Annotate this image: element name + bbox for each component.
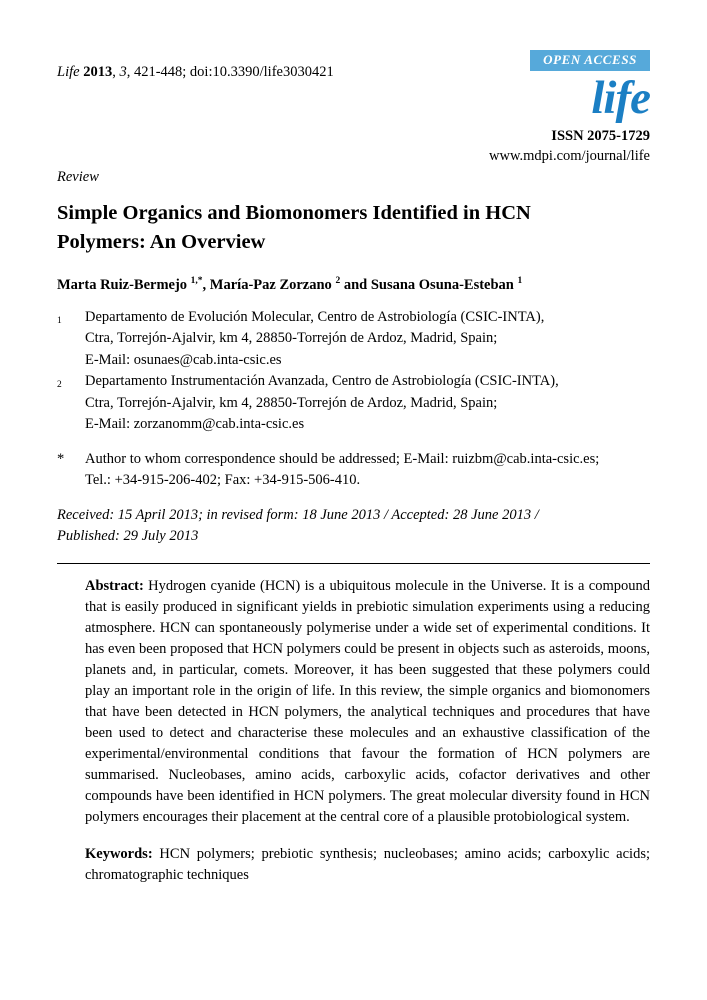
affiliation-1-line-2: Ctra, Torrejón-Ajalvir, km 4, 28850-Torrejón de Ardoz, Madrid, Spain;	[85, 330, 498, 347]
publication-history	[57, 505, 650, 548]
affiliation-1-text	[85, 307, 650, 372]
affiliation-1-marker: 1	[57, 315, 62, 326]
keywords-paragraph	[85, 844, 650, 886]
journal-pages-doi: , 421-448; doi:10.3390/life3030421	[126, 64, 334, 80]
open-access-badge: OPEN ACCESS	[530, 50, 650, 71]
journal-reference	[57, 64, 334, 81]
masthead	[489, 50, 650, 165]
abstract-label: Abstract:	[85, 577, 149, 594]
affiliation-2-email[interactable]: E-Mail: zorzanomm@cab.inta-csic.es	[85, 416, 305, 433]
affiliation-2-line-1: Departamento Instrumentación Avanzada, Centro de Astrobiología (CSIC-INTA),	[85, 373, 559, 390]
correspondence-line-2: Tel.: +34-915-206-402; Fax: +34-915-506-410.	[85, 472, 361, 489]
issn-label: ISSN 2075-1729	[551, 128, 650, 145]
abstract-divider	[57, 563, 650, 564]
journal-year: 2013	[83, 64, 113, 80]
publication-history-line-2: Published: 29 July 2013	[57, 528, 199, 545]
affiliation-2-marker: 2	[57, 380, 62, 391]
affiliation-list	[57, 307, 650, 436]
journal-volume: 3	[119, 64, 127, 80]
correspondence-marker: *	[57, 450, 65, 467]
journal-website-link[interactable]: www.mdpi.com/journal/life	[489, 148, 650, 165]
journal-logo: life	[591, 72, 650, 124]
affiliation-item-2	[57, 371, 650, 436]
author-list	[57, 277, 650, 294]
article-title-line-2: Polymers: An Overview	[57, 231, 266, 254]
affiliation-2-line-2: Ctra, Torrejón-Ajalvir, km 4, 28850-Torrejón de Ardoz, Madrid, Spain;	[85, 394, 498, 411]
correspondence-text	[85, 449, 650, 492]
journal-sep: ,	[112, 64, 120, 80]
open-access-badge-row	[489, 50, 650, 71]
correspondence-line-1: Author to whom correspondence should be addressed; E-Mail: ruizbm@cab.inta-csic.es;	[85, 450, 600, 467]
publication-history-line-1: Received: 15 April 2013; in revised form: 18 June 2013 / Accepted: 28 June 2013 /	[57, 506, 539, 523]
author-1-affiliation-mark: 1,*	[190, 275, 203, 286]
affiliation-2-text	[85, 371, 650, 436]
article-title-line-1: Simple Organics and Biomonomers Identified in HCN	[57, 202, 531, 225]
article-title	[57, 199, 650, 256]
author-3-affiliation-mark: 1	[517, 275, 523, 286]
correspondence-note	[57, 449, 650, 492]
affiliation-1-line-1: Departamento de Evolución Molecular, Centro de Astrobiología (CSIC-INTA),	[85, 308, 545, 325]
keywords-label: Keywords:	[85, 845, 160, 862]
affiliation-item-1	[57, 307, 650, 372]
affiliation-1-email[interactable]: E-Mail: osunaes@cab.inta-csic.es	[85, 351, 282, 368]
journal-name: Life	[57, 64, 84, 80]
author-2: , María-Paz Zorzano	[202, 276, 336, 293]
author-3: and Susana Osuna-Esteban	[340, 276, 518, 293]
page-header	[57, 50, 650, 165]
abstract-text: Hydrogen cyanide (HCN) is a ubiquitous molecule in the Universe. It is a compound that is easily produced in significant yields in prebiotic simulation experiments using a reducing atmosphere. HCN can spontaneously polymerise under a wide set of experimental conditions. It has even been proposed that HCN polymers could be present in objects such as asteroids, moons, planets and, in particular, comets. Moreover, it has been suggested that these polymers could play an important role in the origin of life. In this review, the simple organics and biomonomers that have been detected in HCN polymers, the analytical techniques and procedures that have been used to detect and characterise these molecules and an exhaustive classification of the experimental/environmental conditions that favour the formation of HCN polymers are summarised. Nucleobases, amino acids, carboxylic acids, cofactor derivatives and other compounds have been identified in HCN polymers. The great molecular diversity found in HCN polymers encourages their placement at the central core of a plausible protobiological system.	[85, 577, 650, 825]
abstract-paragraph	[85, 576, 650, 828]
author-1: Marta Ruiz-Bermejo	[57, 276, 191, 293]
author-2-affiliation-mark: 2	[335, 275, 341, 286]
keywords-text: HCN polymers; prebiotic synthesis; nucleobases; amino acids; carboxylic acids; chromatographic techniques	[85, 845, 650, 883]
article-type-label: Review	[57, 169, 99, 186]
